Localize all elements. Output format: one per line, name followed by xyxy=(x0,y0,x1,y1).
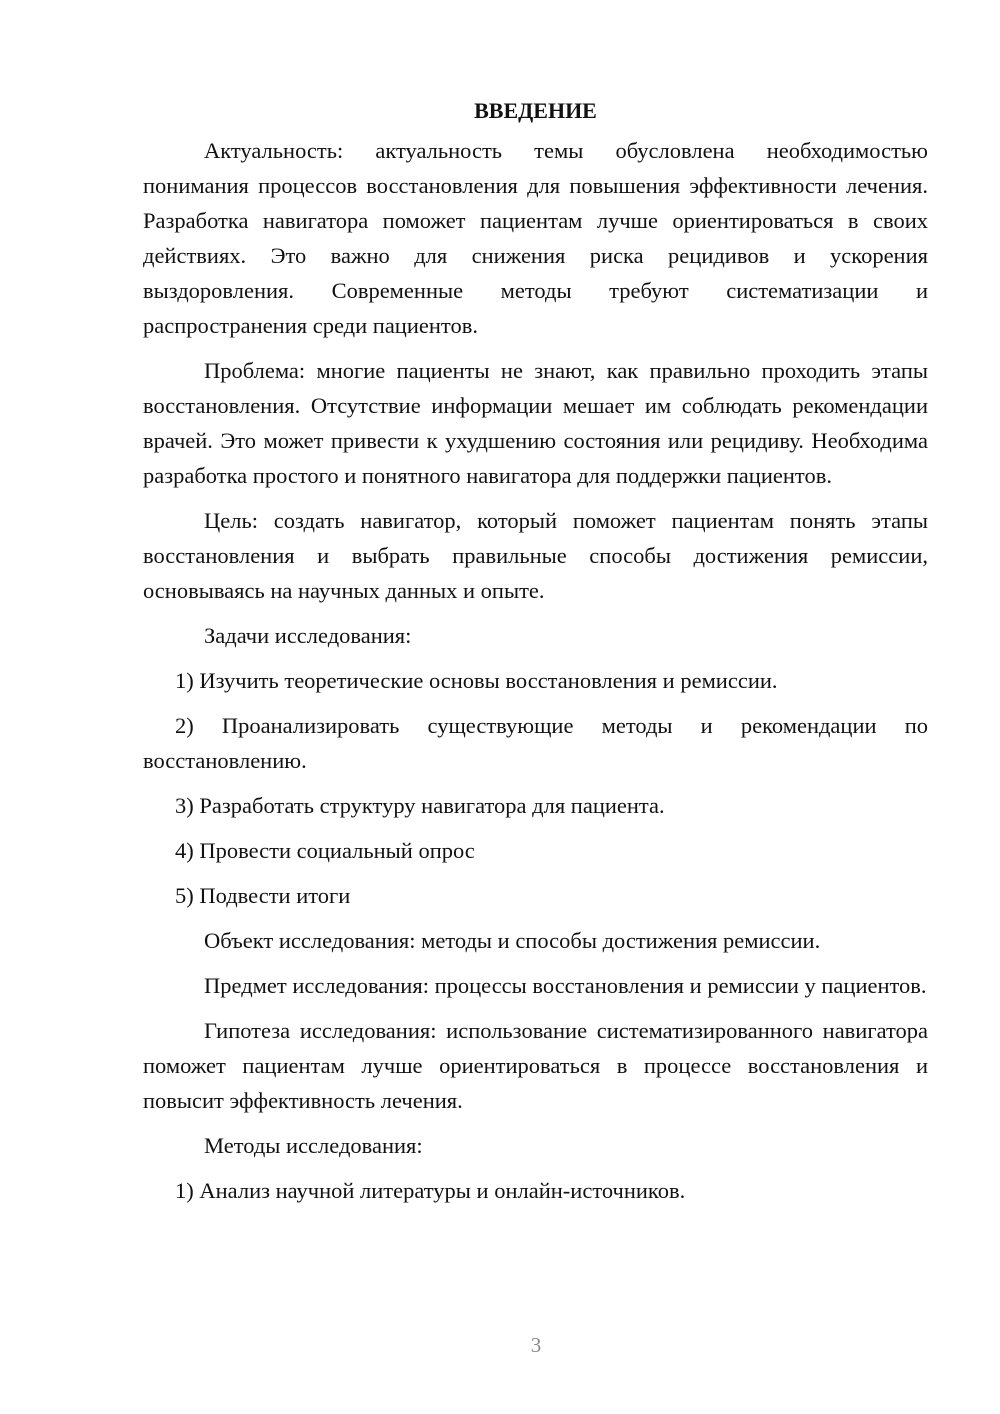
relevance-paragraph: Актуальность: актуальность темы обусловлена необходимостью понимания процессов восстановления для повышения эффективности лечения. Разработка навигатора поможет пациентам лучше ориентироваться в своих действиях. Это важно для снижения риска рецидивов и ускорения выздоровления. Современные методы требуют систематизации и распространения среди пациентов. xyxy=(143,138,928,338)
page-number: 3 xyxy=(530,1333,542,1357)
task-item-3: 3) Разработать структуру навигатора для пациента. xyxy=(175,793,665,818)
hypothesis-paragraph: Гипотеза исследования: использование систематизированного навигатора поможет пациентам лучше ориентироваться в процессе восстановления и повысит эффективность лечения. xyxy=(143,1018,928,1113)
task-item-1: 1) Изучить теоретические основы восстановления и ремиссии. xyxy=(175,668,778,693)
task-item-5: 5) Подвести итоги xyxy=(175,883,351,908)
methods-heading: Методы исследования: xyxy=(204,1133,423,1158)
object-paragraph: Объект исследования: методы и способы достижения ремиссии. xyxy=(204,928,821,953)
task-item-4: 4) Провести социальный опрос xyxy=(175,838,475,863)
page-title: ВВЕДЕНИЕ xyxy=(474,98,597,123)
tasks-heading: Задачи исследования: xyxy=(204,623,412,648)
goal-paragraph: Цель: создать навигатор, который поможет пациентам понять этапы восстановления и выбрать правильные способы достижения ремиссии, основываясь на научных данных и опыте. xyxy=(143,508,928,603)
problem-paragraph: Проблема: многие пациенты не знают, как правильно проходить этапы восстановления. Отсутствие информации мешает им соблюдать рекомендации врачей. Это может привести к ухудшению состояния или рецидиву. Необходима разработка простого и понятного навигатора для поддержки пациентов. xyxy=(143,358,928,488)
method-item-1: 1) Анализ научной литературы и онлайн-источников. xyxy=(175,1178,686,1203)
subject-paragraph: Предмет исследования: процессы восстановления и ремиссии у пациентов. xyxy=(204,973,927,998)
task-item-2: 2) Проанализировать существующие методы и рекомендации по восстановлению. xyxy=(143,713,928,773)
document-page xyxy=(143,95,928,1218)
